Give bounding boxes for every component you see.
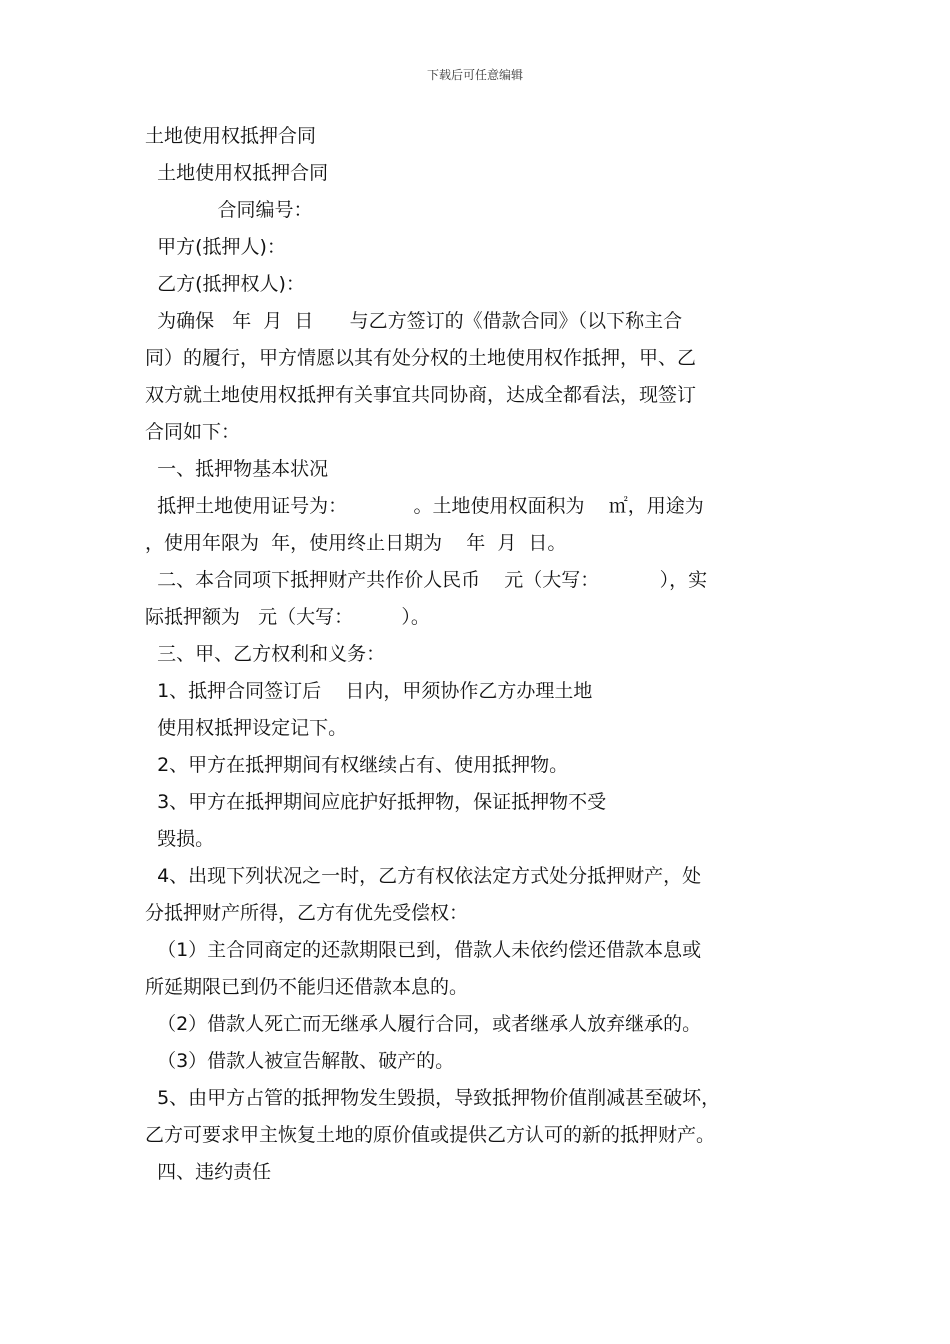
- body-line: 同）的履行，甲方情愿以其有处分权的土地使用权作抵押，甲、乙: [145, 347, 697, 369]
- clause-line: 5、由甲方占管的抵押物发生毁损，导致抵押物价值削减甚至破坏，: [145, 1087, 721, 1109]
- body-line: 二、本合同项下抵押财产共作价人民币 元（大写： ），实: [145, 569, 708, 591]
- sub-clause-line: （2）借款人死亡而无继承人履行合同，或者继承人放弃继承的。: [145, 1013, 702, 1035]
- contract-number-line: 合同编号：: [145, 199, 313, 221]
- body-line: 抵押土地使用证号为： 。土地使用权面积为 ㎡，用途为: [145, 495, 704, 517]
- body-line: 合同如下：: [145, 421, 241, 443]
- document-title: 土地使用权抵押合同: [145, 125, 317, 147]
- clause-line: 分抵押财产所得，乙方有优先受偿权：: [145, 902, 469, 924]
- body-line: 双方就土地使用权抵押有关事宜共同协商，达成全都看法，现签订: [145, 384, 697, 406]
- body-line: 际抵押额为 元（大写： ）。: [145, 606, 430, 628]
- header-note: 下载后可任意编辑: [426, 68, 523, 82]
- clause-line: 使用权抵押设定记下。: [145, 717, 348, 739]
- section-heading: 一、抵押物基本状况: [145, 458, 329, 480]
- body-line: 为确保 年 月 日 与乙方签订的《借款合同》（以下称主合: [145, 310, 683, 332]
- clause-line: 4、出现下列状况之一时，乙方有权依法定方式处分抵押财产，处: [145, 865, 702, 887]
- document-body: [145, 118, 810, 1191]
- document-subtitle: 土地使用权抵押合同: [145, 162, 329, 184]
- clause-line: 1、抵押合同签订后 日内，甲须协作乙方办理土地: [145, 680, 593, 702]
- sub-clause-line: （1）主合同商定的还款期限已到，借款人未依约偿还借款本息或: [145, 939, 702, 961]
- body-line: ，使用年限为 年，使用终止日期为 年 月 日。: [145, 532, 567, 554]
- party-a-line: 甲方(抵押人)：: [145, 236, 286, 258]
- sub-clause-line: （3）借款人被宣告解散、破产的。: [145, 1050, 455, 1072]
- section-heading: 三、甲、乙方权利和义务：: [145, 643, 386, 665]
- clause-line: 3、甲方在抵押期间应庇护好抵押物，保证抵押物不受: [145, 791, 607, 813]
- party-b-line: 乙方(抵押权人)：: [145, 273, 305, 295]
- clause-line: 毁损。: [145, 828, 215, 850]
- clause-line: 乙方可要求甲主恢复土地的原价值或提供乙方认可的新的抵押财产。: [145, 1124, 716, 1146]
- section-heading: 四、违约责任: [145, 1161, 272, 1183]
- clause-line: 2、甲方在抵押期间有权继续占有、使用抵押物。: [145, 754, 569, 776]
- sub-clause-line: 所延期限已到仍不能归还借款本息的。: [145, 976, 469, 998]
